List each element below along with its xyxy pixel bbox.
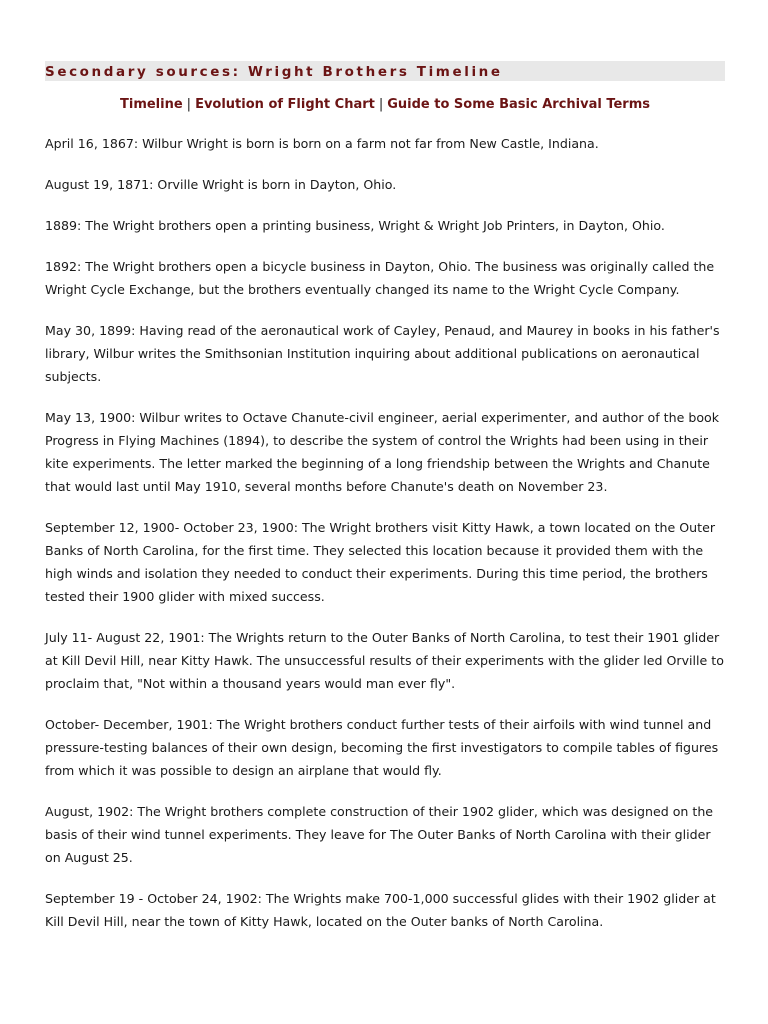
nav-link-archival-terms-guide[interactable]: Guide to Some Basic Archival Terms (387, 97, 650, 112)
timeline-entry: April 16, 1867: Wilbur Wright is born is born on a farm not far from New Castle, Indiana. (45, 136, 599, 151)
timeline-entry: 1889: The Wright brothers open a printing business, Wright & Wright Job Printers, in Dayton, Ohio. (45, 218, 665, 233)
nav-separator: | (186, 97, 192, 112)
timeline-entry: August 19, 1871: Orville Wright is born in Dayton, Ohio. (45, 177, 397, 192)
timeline-list (45, 132, 725, 933)
timeline-entry: July 11- August 22, 1901: The Wrights return to the Outer Banks of North Carolina, to test their 1901 glider at Kill Devil Hill, near Kitty Hawk. The unsuccessful results of their experiments with the glider led Orville to proclaim that, "Not within a thousand years would man ever fly". (45, 630, 724, 691)
nav-links (45, 97, 725, 112)
nav-separator: | (378, 97, 384, 112)
timeline-entry: May 13, 1900: Wilbur writes to Octave Chanute-civil engineer, aerial experimenter, and author of the book Progress in Flying Machines (1894), to describe the system of control the Wrights had been using in their kite experiments. The letter marked the beginning of a long friendship between the Wrights and Chanute that would last until May 1910, several months before Chanute's death on November 23. (45, 410, 720, 494)
timeline-entry: August, 1902: The Wright brothers complete construction of their 1902 glider, which was designed on the basis of their wind tunnel experiments. They leave for The Outer Banks of North Carolina with their glider on August 25. (45, 804, 714, 865)
timeline-entry: September 19 - October 24, 1902: The Wrights make 700-1,000 successful glides with their 1902 glider at Kill Devil Hill, near the town of Kitty Hawk, located on the Outer banks of North Carolina. (45, 891, 716, 929)
page-title: Secondary sources: Wright Brothers Timeline (45, 64, 503, 80)
nav-link-timeline[interactable]: Timeline (120, 97, 183, 112)
timeline-entry: 1892: The Wright brothers open a bicycle business in Dayton, Ohio. The business was originally called the Wright Cycle Exchange, but the brothers eventually changed its name to the Wright Cycle Company. (45, 259, 715, 297)
nav-link-evolution-of-flight-chart[interactable]: Evolution of Flight Chart (195, 97, 375, 112)
section-header (45, 61, 725, 81)
timeline-entry: October- December, 1901: The Wright brothers conduct further tests of their airfoils with wind tunnel and pressure-testing balances of their own design, becoming the first investigators to compile tables of figures from which it was possible to design an airplane that would fly. (45, 717, 719, 778)
timeline-entry: May 30, 1899: Having read of the aeronautical work of Cayley, Penaud, and Maurey in books in his father's library, Wilbur writes the Smithsonian Institution inquiring about additional publications on aeronautical subjects. (45, 323, 720, 384)
page-content (45, 61, 725, 951)
timeline-entry: September 12, 1900- October 23, 1900: The Wright brothers visit Kitty Hawk, a town located on the Outer Banks of North Carolina, for the first time. They selected this location because it provided them with the high winds and isolation they needed to conduct their experiments. During this time period, the brothers tested their 1900 glider with mixed success. (45, 520, 716, 604)
